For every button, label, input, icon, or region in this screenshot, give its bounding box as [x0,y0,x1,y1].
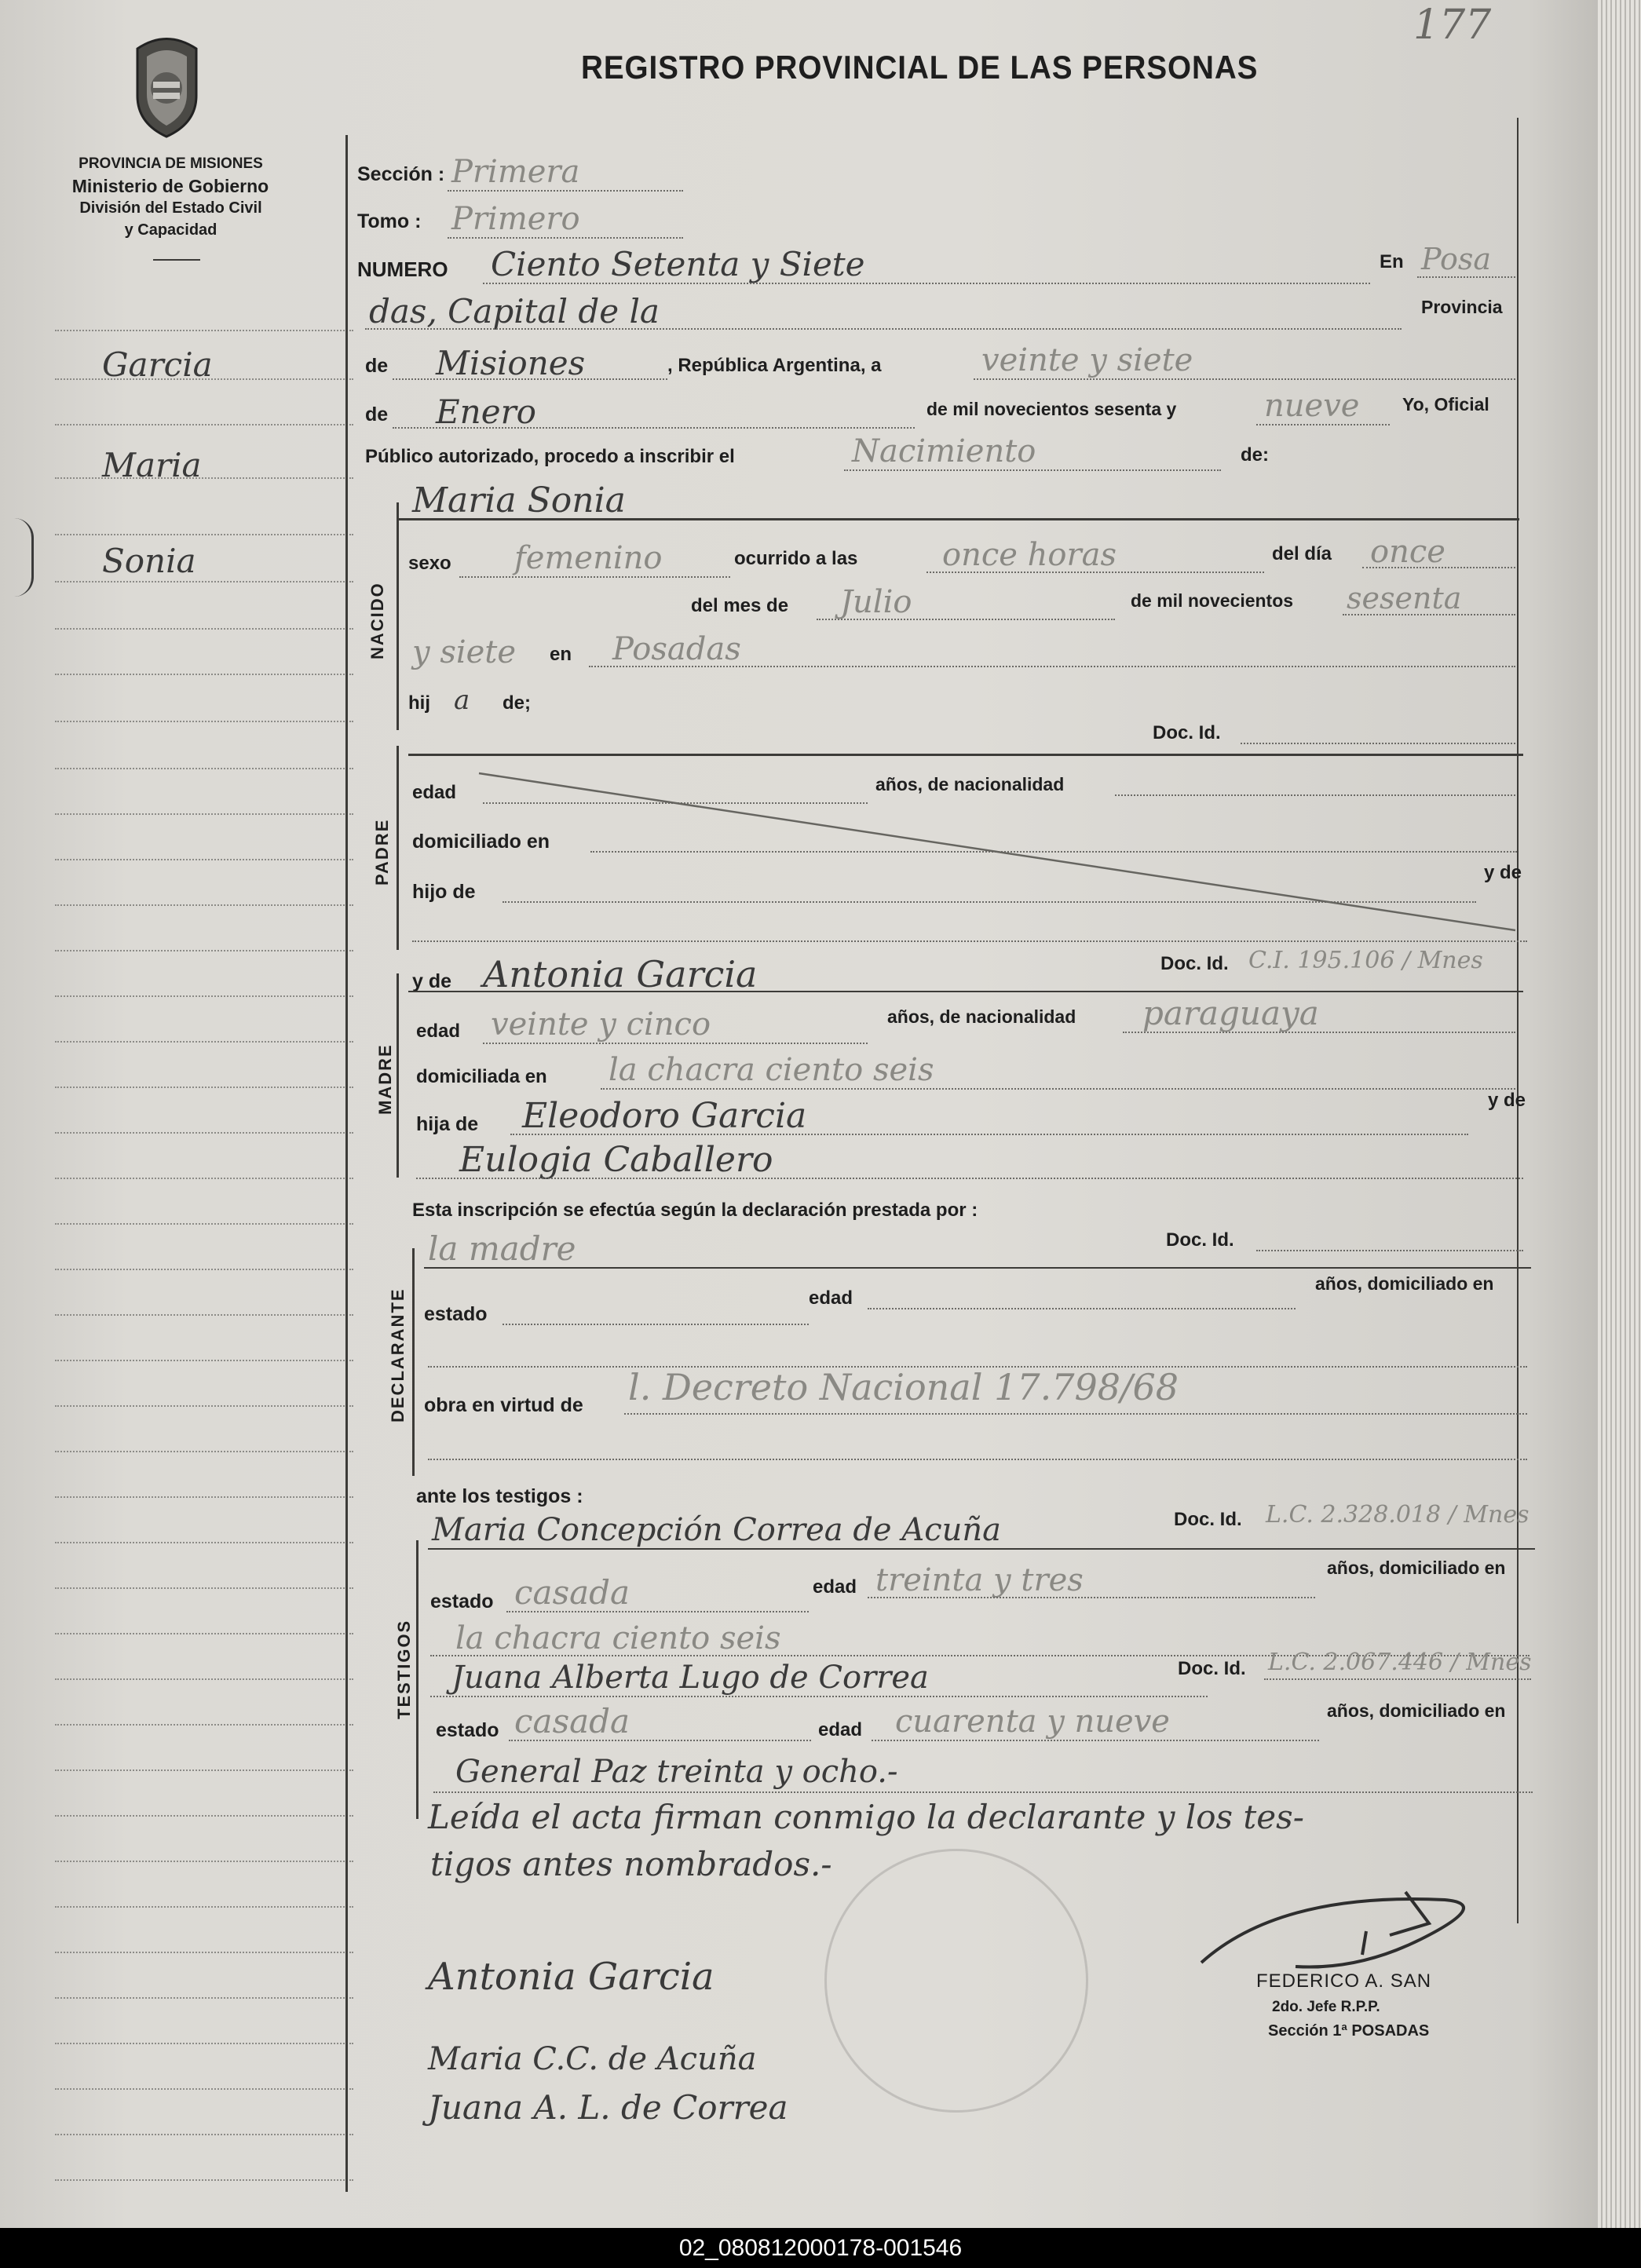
margin-second-name: Sonia [102,542,196,580]
margin-brace [14,518,34,597]
issuer-line-2: Ministerio de Gobierno [71,176,269,196]
padre-y-de-label: y de [1484,862,1522,883]
page-number: 177 [1413,2,1492,49]
cierre-line-2: tigos antes nombrados.- [430,1845,832,1883]
nacido-mes-line [817,619,1115,620]
de-label-3: de: [1241,444,1269,466]
declarante-doc-label: Doc. Id. [1166,1229,1234,1251]
nacido-ano-cont-value: y siete [412,634,517,670]
declarante-domiciliado-label: años, domiciliado en [1315,1273,1494,1294]
madre-domicilio-value: la chacra ciento seis [609,1052,934,1088]
nacido-mes-value: Julio [840,584,912,620]
image-id-label: 02_080812000178-001546 [678,2235,963,2261]
testigo1-edad-line [868,1597,1315,1598]
provincia-line [393,378,667,380]
lugar-value: Posadas [612,631,741,667]
declarante-intro-label: Esta inscripción se efectúa según la declaración prestada por : [412,1200,978,1221]
del-dia-label: del día [1272,543,1332,564]
padre-edad-label: edad [412,782,457,803]
document-title: REGISTRO PROVINCIAL DE LAS PERSONAS [581,49,1259,86]
oficial-signature [1186,1876,1515,1986]
de-label: de [365,355,389,377]
testigo2-doc-line [1264,1678,1531,1680]
acto-value: Nacimiento [852,433,1036,469]
madre-madre-line [416,1178,1523,1179]
issuer-line-1: PROVINCIA DE MISIONES [79,155,263,172]
oficial-cargo: 2do. Jefe R.P.P. [1272,1999,1380,2015]
padre-hijo-label: hijo de [412,881,476,903]
padre-section-label: PADRE [372,818,392,886]
declarante-obra-value: l. Decreto Nacional 17.798/68 [628,1366,1179,1408]
declarante-edad-label: edad [809,1287,853,1309]
mil-label: de mil novecientos [1131,590,1294,611]
nacido-en-label: en [550,644,572,665]
seccion-label: Sección : [357,163,445,185]
firma-testigo-2: Juana A. L. de Correa [428,2088,788,2127]
declarante-top-rule [424,1267,1531,1269]
hora-line [926,572,1264,573]
testigo2-doc-label: Doc. Id. [1178,1658,1246,1679]
nacido-top-rule [397,518,1519,520]
testigo2-nombre-value: Juana Alberta Lugo de Correa [451,1660,929,1696]
numero-label: NUMERO [357,257,448,281]
margin-surname: Garcia [102,345,213,384]
nacido-nombre-value: Maria Sonia [412,480,626,520]
madre-nacionalidad-value: paraguaya [1142,994,1319,1032]
testigo1-domicilio-value: la chacra ciento seis [455,1620,781,1656]
en-value: Posa [1421,242,1492,276]
declarante-bracket [412,1248,415,1476]
testigo2-edad-value: cuarenta y nueve [895,1704,1170,1740]
seccion-value: Primera [451,154,580,190]
oficial-label: Yo, Oficial [1402,394,1489,415]
nacido-bracket [397,502,399,730]
testigo1-top-rule [428,1548,1535,1550]
nacido-dia-line [1362,567,1515,568]
padre-domiciliado-label: domiciliado en [412,831,550,853]
madre-padre-value: Eleodoro Garcia [522,1096,807,1136]
madre-madre-value: Eulogia Caballero [459,1140,773,1180]
padre-nacionalidad-label: años, de nacionalidad [875,774,1065,794]
testigo2-domicilio-label: años, domiciliado en [1327,1700,1506,1721]
madre-top-rule [408,991,1523,992]
seccion-line [448,190,683,192]
tomo-value: Primero [451,201,580,237]
testigo1-edad-value: treinta y tres [875,1562,1084,1598]
testigo1-edad-label: edad [813,1576,857,1598]
de-label-2: de [365,404,389,425]
dia-line [974,378,1515,380]
declarante-edad-line [868,1308,1296,1309]
madre-nombre-value: Antonia Garcia [483,953,758,995]
testigos-bracket [416,1540,418,1819]
testigo1-doc-value: L.C. 2.328.018 / Mnes [1266,1501,1530,1528]
testigo1-estado-label: estado [430,1591,494,1612]
testigo2-estado-value: casada [514,1702,630,1740]
padre-doc-line [1241,743,1515,744]
del-mes-label: del mes de [691,595,789,616]
issuer-line-4: y Capacidad [124,221,217,239]
book-page-edges [1598,0,1641,2228]
issuer-line-3: División del Estado Civil [79,199,262,217]
oficial-seccion: Sección 1ª POSADAS [1268,2022,1430,2040]
madre-y-de-label-2: y de [1488,1090,1526,1111]
tomo-line [448,237,683,239]
madre-padre-line [510,1134,1468,1135]
nacido-section-label: NACIDO [367,582,387,659]
nacido-dia-value: once [1370,534,1445,570]
testigo2-estado-label: estado [436,1719,499,1741]
en-label: En [1380,251,1404,272]
mes-value: Enero [436,393,536,431]
numero-value: Ciento Setenta y Siete [491,245,865,283]
acto-line [844,469,1221,471]
sexo-value: femenino [514,540,663,576]
testigo1-domicilio-label: años, domiciliado en [1327,1558,1506,1578]
nacido-ano-value: sesenta [1347,581,1462,615]
firma-declarante: Antonia Garcia [428,1955,715,1999]
ano-value: nueve [1264,388,1360,424]
en-line [1417,276,1515,278]
padre-madre-line [412,940,1527,942]
cierre-line-1: Leída el acta firman conmigo la declarante y los tes- [428,1798,1304,1836]
tomo-label: Tomo : [357,210,422,232]
testigo1-estado-line [506,1611,809,1612]
testigo2-edad-label: edad [818,1719,863,1740]
testigo2-estado-line [509,1740,811,1741]
issuer-divider [153,259,200,261]
firma-testigo-1: Maria C.C. de Acuña [428,2041,757,2077]
republica-label: , República Argentina, a [667,355,882,376]
declarante-nombre-value: la madre [428,1229,576,1268]
hora-value: once horas [942,537,1117,573]
padre-bracket [397,746,399,950]
padre-doc-label: Doc. Id. [1153,722,1221,743]
provincia-label: Provincia [1421,297,1503,317]
testigo2-edad-line [872,1740,1319,1741]
testigo2-nombre-line [430,1696,1208,1697]
declarante-obra-line-2 [428,1459,1527,1460]
declarante-doc-line [1256,1250,1523,1251]
madre-edad-label: edad [416,1021,461,1042]
margin-first-name: Maria [102,446,202,484]
madre-section-label: MADRE [375,1043,395,1115]
numero-line [483,283,1370,284]
provincia-value: Misiones [436,344,586,382]
madre-domicilio-line [601,1088,1515,1090]
testigo1-estado-value: casada [514,1573,630,1612]
dia-value: veinte y siete [981,342,1193,378]
testigos-intro-label: ante los testigos : [416,1485,583,1507]
testigo2-doc-value: L.C. 2.067.446 / Mnes [1268,1649,1532,1676]
lugar-line [589,666,1515,667]
en-value-cont: das, Capital de la [369,292,660,331]
madre-edad-value: veinte y cinco [491,1006,711,1043]
nacido-ano-line [1343,614,1515,615]
image-id-bar [0,2228,1641,2268]
padre-strike-line [471,765,1523,938]
madre-nacionalidad-label: años, de nacionalidad [887,1006,1076,1027]
sexo-label: sexo [408,553,451,574]
madre-edad-line [483,1043,868,1044]
oficial-nombre: FEDERICO A. SAN [1256,1970,1432,1992]
madre-bracket [397,973,399,1178]
declarante-obra-line [624,1413,1527,1415]
testigos-section-label: TESTIGOS [394,1619,414,1719]
madre-nacionalidad-line [1123,1032,1515,1033]
testigo2-domicilio-value: General Paz treinta y ocho.- [455,1754,898,1790]
declarante-section-label: DECLARANTE [388,1287,408,1423]
ano-label: de mil novecientos sesenta y [926,399,1177,419]
madre-domiciliada-label: domiciliada en [416,1066,547,1087]
testigo2-domicilio-line [433,1791,1533,1793]
main-vertical-rule [345,135,348,2192]
madre-doc-value: C.I. 195.106 / Mnes [1248,947,1483,974]
coat-of-arms-icon [130,33,204,139]
hij-de-label: de; [503,692,531,714]
procede-label: Público autorizado, procedo a inscribir el [365,446,735,467]
ano-line [1256,424,1390,425]
testigo1-nombre-value: Maria Concepción Correa de Acuña [432,1512,1001,1548]
hij-value: a [454,685,470,716]
madre-hija-label: hija de [416,1113,479,1135]
ocurrido-label: ocurrido a las [734,548,858,569]
madre-y-de-label: y de [412,970,452,992]
madre-doc-label: Doc. Id. [1160,953,1229,974]
padre-top-rule [408,754,1523,756]
mes-line [393,427,915,429]
hij-label: hij [408,692,430,714]
official-seal-stamp [824,1849,1088,2113]
declarante-obra-label: obra en virtud de [424,1394,583,1416]
sexo-line [459,576,730,578]
declarante-estado-label: estado [424,1303,488,1325]
declarante-estado-line [503,1324,809,1325]
testigo1-doc-label: Doc. Id. [1174,1509,1242,1530]
ciudad-line [365,328,1402,330]
